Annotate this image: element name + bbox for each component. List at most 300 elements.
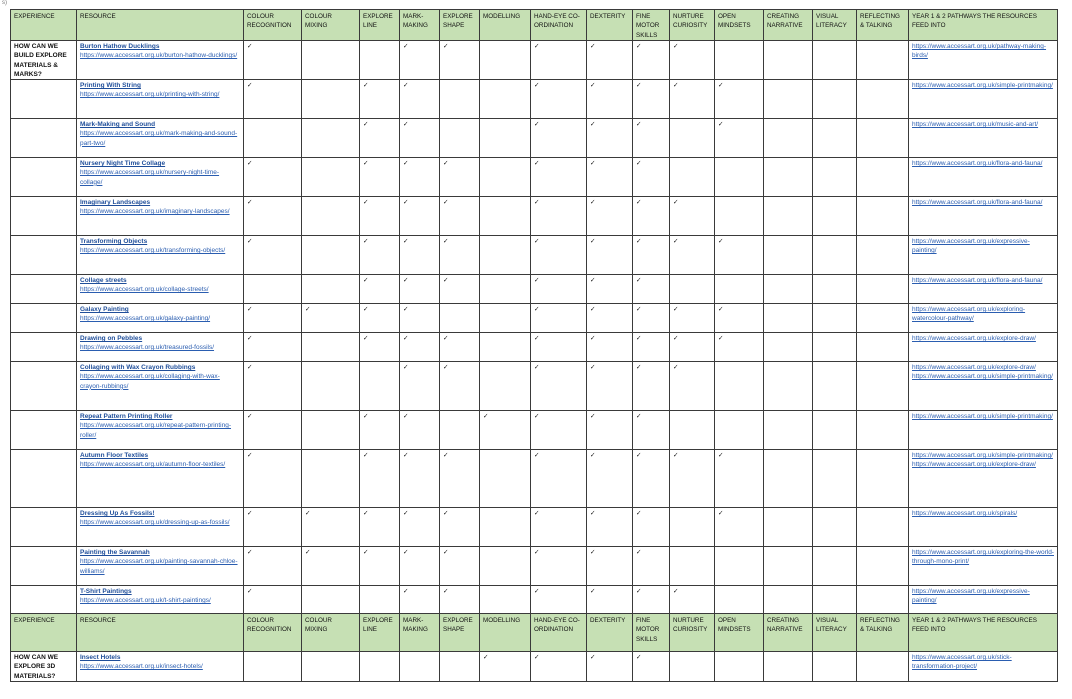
pathway-url-link[interactable]: https://www.accessart.org.uk/simple-printmaking/ (912, 452, 1053, 460)
resource-url-link[interactable]: https://www.accessart.org.uk/t-shirt-paintings/ (80, 597, 211, 605)
skill-cell-creating-narrative (764, 508, 813, 547)
resource-title-link[interactable]: Imaginary Landscapes (80, 199, 151, 207)
skill-cell-open-mindsets (715, 508, 764, 547)
check-mark-icon: ✓ (403, 510, 409, 518)
table-header-row (11, 614, 1058, 652)
skill-cell-fine-motor-skills (633, 547, 670, 586)
skill-cell-explore-shape (440, 197, 480, 236)
skill-cell-hand-eye-co-ordination (531, 508, 587, 547)
resource-cell (77, 236, 244, 275)
check-mark-icon: ✓ (247, 238, 253, 246)
check-mark-icon: ✓ (247, 364, 253, 372)
resource-title-link[interactable]: Printing With String (80, 82, 141, 90)
check-mark-icon: ✓ (718, 452, 724, 460)
header-nurture-curiosity: NURTURE CURIOSITY (670, 10, 715, 41)
resource-url-link[interactable]: https://www.accessart.org.uk/autumn-floor-textiles/ (80, 461, 226, 469)
skill-cell-mark-making (400, 304, 440, 333)
resource-cell (77, 158, 244, 197)
check-mark-icon: ✓ (403, 335, 409, 343)
pathways-cell (909, 236, 1058, 275)
skill-cell-explore-line (360, 304, 400, 333)
skill-cell-open-mindsets (715, 80, 764, 119)
skill-cell-fine-motor-skills (633, 236, 670, 275)
experience-cell (11, 119, 77, 158)
skill-cell-colour-mixing (302, 304, 360, 333)
resource-url-link[interactable]: https://www.accessart.org.uk/collage-streets/ (80, 286, 209, 294)
skill-cell-creating-narrative (764, 547, 813, 586)
table-row (11, 411, 1058, 450)
pathways-cell (909, 119, 1058, 158)
check-mark-icon: ✓ (534, 335, 540, 343)
skill-cell-colour-mixing (302, 547, 360, 586)
skill-cell-modelling (480, 333, 531, 362)
curriculum-table (10, 9, 1058, 682)
skill-cell-creating-narrative (764, 304, 813, 333)
pathway-url-link[interactable]: https://www.accessart.org.uk/expressive-painting/ (912, 238, 1030, 255)
skill-cell-mark-making (400, 236, 440, 275)
check-mark-icon: ✓ (363, 82, 369, 90)
resource-cell (77, 197, 244, 236)
pathway-url-link[interactable]: https://www.accessart.org.uk/explore-draw/ (912, 364, 1036, 372)
skill-cell-mark-making (400, 197, 440, 236)
check-mark-icon: ✓ (673, 238, 679, 246)
check-mark-icon: ✓ (636, 654, 642, 662)
experience-cell (11, 586, 77, 614)
skill-cell-fine-motor-skills (633, 586, 670, 614)
experience-cell (11, 275, 77, 304)
header-resource: RESOURCE (77, 10, 244, 41)
skill-cell-modelling (480, 80, 531, 119)
check-mark-icon: ✓ (590, 199, 596, 207)
header-mark-making: MARK-MAKING (400, 614, 440, 652)
resource-url-link[interactable]: https://www.accessart.org.uk/painting-savannah-chloe-williams/ (80, 558, 238, 575)
skill-cell-colour-mixing (302, 586, 360, 614)
resource-cell (77, 508, 244, 547)
check-mark-icon: ✓ (534, 238, 540, 246)
check-mark-icon: ✓ (403, 306, 409, 314)
skill-cell-explore-shape (440, 119, 480, 158)
skill-cell-open-mindsets (715, 652, 764, 682)
experience-cell (11, 236, 77, 275)
check-mark-icon: ✓ (590, 510, 596, 518)
check-mark-icon: ✓ (590, 306, 596, 314)
skill-cell-nurture-curiosity (670, 275, 715, 304)
check-mark-icon: ✓ (247, 452, 253, 460)
skill-cell-open-mindsets (715, 275, 764, 304)
skill-cell-modelling (480, 197, 531, 236)
skill-cell-colour-recognition (244, 547, 302, 586)
pathway-url-link[interactable]: https://www.accessart.org.uk/explore-draw/ (912, 461, 1036, 469)
resource-cell (77, 362, 244, 411)
check-mark-icon: ✓ (403, 452, 409, 460)
skill-cell-modelling (480, 547, 531, 586)
resource-url-link[interactable]: https://www.accessart.org.uk/treasured-fossils/ (80, 344, 215, 352)
experience-cell: HOW CAN WE EXPLORE 3D MATERIALS? (11, 652, 77, 682)
table-row (11, 80, 1058, 119)
check-mark-icon: ✓ (403, 43, 409, 50)
skill-cell-dexterity (587, 41, 633, 80)
skill-cell-explore-line (360, 275, 400, 304)
pathway-url-link[interactable]: https://www.accessart.org.uk/exploring-the-world-through-mono-print/ (912, 549, 1054, 566)
skill-cell-explore-shape (440, 508, 480, 547)
resource-url-link[interactable]: https://www.accessart.org.uk/printing-with-string/ (80, 91, 220, 99)
check-mark-icon: ✓ (403, 364, 409, 372)
pathway-url-link[interactable]: https://www.accessart.org.uk/music-and-art/ (912, 121, 1039, 129)
check-mark-icon: ✓ (403, 588, 409, 596)
skill-cell-dexterity (587, 547, 633, 586)
skill-cell-colour-recognition (244, 119, 302, 158)
pathways-cell (909, 333, 1058, 362)
pathway-url-link[interactable]: https://www.accessart.org.uk/pathway-making-birds/ (912, 43, 1047, 60)
skill-cell-creating-narrative (764, 158, 813, 197)
skill-cell-creating-narrative (764, 119, 813, 158)
resource-url-link[interactable]: https://www.accessart.org.uk/mark-making-and-sound-part-two/ (80, 130, 238, 147)
check-mark-icon: ✓ (443, 238, 449, 246)
resource-url-link[interactable]: https://www.accessart.org.uk/burton-hathow-ducklings/ (80, 52, 238, 60)
pathway-url-link[interactable]: https://www.accessart.org.uk/simple-printmaking/ (912, 82, 1053, 90)
check-mark-icon: ✓ (247, 306, 253, 314)
skill-cell-explore-line (360, 119, 400, 158)
skill-cell-nurture-curiosity (670, 547, 715, 586)
header-year-1-2-pathways-the-resources-feed-into: YEAR 1 & 2 PATHWAYS THE RESOURCES FEED INTO (909, 10, 1058, 41)
check-mark-icon: ✓ (534, 160, 540, 168)
check-mark-icon: ✓ (673, 306, 679, 314)
check-mark-icon: ✓ (363, 510, 369, 518)
skill-cell-colour-recognition (244, 450, 302, 508)
resource-title-link[interactable]: T-Shirt Paintings (80, 588, 132, 596)
skill-cell-reflecting-talking (857, 304, 909, 333)
check-mark-icon: ✓ (636, 306, 642, 314)
skill-cell-nurture-curiosity (670, 80, 715, 119)
skill-cell-dexterity (587, 236, 633, 275)
resource-title-link[interactable]: Collage streets (80, 277, 127, 285)
skill-cell-colour-mixing (302, 333, 360, 362)
skill-cell-fine-motor-skills (633, 362, 670, 411)
resource-cell (77, 652, 244, 682)
skill-cell-creating-narrative (764, 333, 813, 362)
check-mark-icon: ✓ (363, 199, 369, 207)
check-mark-icon: ✓ (305, 306, 311, 314)
skill-cell-open-mindsets (715, 197, 764, 236)
pathways-cell (909, 547, 1058, 586)
check-mark-icon: ✓ (534, 549, 540, 557)
check-mark-icon: ✓ (636, 238, 642, 246)
skill-cell-explore-shape (440, 652, 480, 682)
resource-url-link[interactable]: https://www.accessart.org.uk/galaxy-painting/ (80, 315, 211, 323)
skill-cell-reflecting-talking (857, 80, 909, 119)
skill-cell-colour-recognition (244, 652, 302, 682)
resource-title-link[interactable]: Repeat Pattern Printing Roller (80, 413, 173, 421)
skill-cell-mark-making (400, 362, 440, 411)
resource-cell (77, 333, 244, 362)
table-row (11, 508, 1058, 547)
pathways-cell (909, 304, 1058, 333)
check-mark-icon: ✓ (636, 82, 642, 90)
check-mark-icon: ✓ (534, 277, 540, 285)
pathways-cell (909, 508, 1058, 547)
check-mark-icon: ✓ (590, 654, 596, 662)
table-row (11, 333, 1058, 362)
resource-title-link[interactable]: Burton Hathow Ducklings (80, 43, 160, 50)
check-mark-icon: ✓ (443, 588, 449, 596)
skill-cell-explore-line (360, 158, 400, 197)
skill-cell-reflecting-talking (857, 119, 909, 158)
skill-cell-creating-narrative (764, 362, 813, 411)
pathway-url-link[interactable]: https://www.accessart.org.uk/flora-and-fauna/ (912, 277, 1043, 285)
check-mark-icon: ✓ (247, 413, 253, 421)
skill-cell-creating-narrative (764, 411, 813, 450)
skill-cell-explore-shape (440, 411, 480, 450)
skill-cell-open-mindsets (715, 411, 764, 450)
skill-cell-open-mindsets (715, 450, 764, 508)
check-mark-icon: ✓ (443, 549, 449, 557)
experience-cell (11, 158, 77, 197)
check-mark-icon: ✓ (534, 510, 540, 518)
header-colour-mixing: COLOUR MIXING (302, 10, 360, 41)
skill-cell-colour-recognition (244, 236, 302, 275)
skill-cell-visual-literacy (813, 158, 857, 197)
skill-cell-mark-making (400, 586, 440, 614)
check-mark-icon: ✓ (363, 277, 369, 285)
pathways-cell (909, 275, 1058, 304)
check-mark-icon: ✓ (590, 277, 596, 285)
skill-cell-visual-literacy (813, 547, 857, 586)
skill-cell-reflecting-talking (857, 41, 909, 80)
resource-title-link[interactable]: Transforming Objects (80, 238, 148, 246)
resource-title-link[interactable]: Galaxy Painting (80, 306, 129, 314)
skill-cell-reflecting-talking (857, 362, 909, 411)
check-mark-icon: ✓ (590, 43, 596, 50)
skill-cell-modelling (480, 411, 531, 450)
check-mark-icon: ✓ (590, 335, 596, 343)
skill-cell-visual-literacy (813, 41, 857, 80)
resource-title-link[interactable]: Painting the Savannah (80, 549, 150, 557)
skill-cell-colour-mixing (302, 411, 360, 450)
skill-cell-visual-literacy (813, 236, 857, 275)
check-mark-icon: ✓ (247, 43, 253, 50)
skill-cell-reflecting-talking (857, 275, 909, 304)
resource-url-link[interactable]: https://www.accessart.org.uk/transforming-objects/ (80, 247, 226, 255)
skill-cell-modelling (480, 304, 531, 333)
experience-cell (11, 362, 77, 411)
check-mark-icon: ✓ (403, 199, 409, 207)
resource-title-link[interactable]: Insect Hotels (80, 654, 121, 662)
skill-cell-fine-motor-skills (633, 275, 670, 304)
check-mark-icon: ✓ (403, 238, 409, 246)
skill-cell-dexterity (587, 362, 633, 411)
skill-cell-fine-motor-skills (633, 333, 670, 362)
resource-cell (77, 411, 244, 450)
check-mark-icon: ✓ (636, 452, 642, 460)
experience-cell (11, 333, 77, 362)
header-hand-eye-co-ordination: HAND-EYE CO-ORDINATION (531, 10, 587, 41)
skill-cell-mark-making (400, 652, 440, 682)
check-mark-icon: ✓ (673, 588, 679, 596)
table-row (11, 304, 1058, 333)
pathway-url-link[interactable]: https://www.accessart.org.uk/simple-printmaking/ (912, 373, 1053, 381)
skill-cell-modelling (480, 652, 531, 682)
resource-title-link[interactable]: Drawing on Pebbles (80, 335, 143, 343)
check-mark-icon: ✓ (534, 413, 540, 421)
check-mark-icon: ✓ (636, 549, 642, 557)
check-mark-icon: ✓ (636, 335, 642, 343)
skill-cell-hand-eye-co-ordination (531, 304, 587, 333)
skill-cell-fine-motor-skills (633, 450, 670, 508)
header-dexterity: DEXTERITY (587, 614, 633, 652)
check-mark-icon: ✓ (305, 510, 311, 518)
header-creating-narrative: CREATING NARRATIVE (764, 614, 813, 652)
skill-cell-fine-motor-skills (633, 508, 670, 547)
table-row (11, 41, 1058, 80)
skill-cell-dexterity (587, 652, 633, 682)
skill-cell-mark-making (400, 547, 440, 586)
skill-cell-fine-motor-skills (633, 652, 670, 682)
check-mark-icon: ✓ (247, 82, 253, 90)
skill-cell-explore-line (360, 41, 400, 80)
skill-cell-visual-literacy (813, 508, 857, 547)
table-row (11, 197, 1058, 236)
table-header-row (11, 10, 1058, 41)
resource-title-link[interactable]: Mark-Making and Sound (80, 121, 156, 129)
skill-cell-hand-eye-co-ordination (531, 450, 587, 508)
skill-cell-open-mindsets (715, 236, 764, 275)
skill-cell-dexterity (587, 80, 633, 119)
skill-cell-mark-making (400, 275, 440, 304)
resource-cell (77, 119, 244, 158)
skill-cell-colour-mixing (302, 450, 360, 508)
skill-cell-modelling (480, 236, 531, 275)
check-mark-icon: ✓ (403, 549, 409, 557)
skill-cell-modelling (480, 275, 531, 304)
pathway-url-link[interactable]: https://www.accessart.org.uk/expressive-painting/ (912, 588, 1030, 605)
experience-cell (11, 450, 77, 508)
skill-cell-nurture-curiosity (670, 41, 715, 80)
pathway-url-link[interactable]: https://www.accessart.org.uk/stick-transformation-project/ (912, 654, 1012, 671)
check-mark-icon: ✓ (247, 160, 253, 168)
pathway-url-link[interactable]: https://www.accessart.org.uk/exploring-watercolour-pathway/ (912, 306, 1026, 323)
skill-cell-visual-literacy (813, 333, 857, 362)
experience-cell (11, 411, 77, 450)
experience-cell (11, 197, 77, 236)
skill-cell-colour-mixing (302, 197, 360, 236)
skill-cell-explore-line (360, 508, 400, 547)
check-mark-icon: ✓ (534, 82, 540, 90)
check-mark-icon: ✓ (718, 238, 724, 246)
pathway-url-link[interactable]: https://www.accessart.org.uk/spirals/ (912, 510, 1018, 518)
skill-cell-modelling (480, 41, 531, 80)
pathways-cell (909, 158, 1058, 197)
skill-cell-colour-mixing (302, 508, 360, 547)
header-colour-recognition: COLOUR RECOGNITION (244, 10, 302, 41)
header-resource: RESOURCE (77, 614, 244, 652)
skill-cell-creating-narrative (764, 236, 813, 275)
check-mark-icon: ✓ (443, 510, 449, 518)
skill-cell-fine-motor-skills (633, 411, 670, 450)
skill-cell-nurture-curiosity (670, 652, 715, 682)
resource-url-link[interactable]: https://www.accessart.org.uk/insect-hotels/ (80, 663, 203, 671)
skill-cell-creating-narrative (764, 41, 813, 80)
resource-title-link[interactable]: Autumn Floor Textiles (80, 452, 149, 460)
skill-cell-open-mindsets (715, 304, 764, 333)
skill-cell-explore-shape (440, 586, 480, 614)
check-mark-icon: ✓ (590, 549, 596, 557)
skill-cell-modelling (480, 508, 531, 547)
skill-cell-visual-literacy (813, 586, 857, 614)
skill-cell-creating-narrative (764, 80, 813, 119)
resource-title-link[interactable]: Collaging with Wax Crayon Rubbings (80, 364, 196, 372)
check-mark-icon: ✓ (718, 335, 724, 343)
table-row (11, 362, 1058, 411)
check-mark-icon: ✓ (443, 199, 449, 207)
header-hand-eye-co-ordination: HAND-EYE CO-ORDINATION (531, 614, 587, 652)
header-nurture-curiosity: NURTURE CURIOSITY (670, 614, 715, 652)
skill-cell-explore-shape (440, 547, 480, 586)
check-mark-icon: ✓ (305, 549, 311, 557)
resource-url-link[interactable]: https://www.accessart.org.uk/dressing-up-as-fossils/ (80, 519, 230, 527)
skill-cell-dexterity (587, 197, 633, 236)
skill-cell-colour-mixing (302, 119, 360, 158)
skill-cell-mark-making (400, 119, 440, 158)
resource-url-link[interactable]: https://www.accessart.org.uk/collaging-with-wax-crayon-rubbings/ (80, 373, 220, 390)
table-row (11, 119, 1058, 158)
header-fine-motor-skills: FINE MOTOR SKILLS (633, 10, 670, 41)
skill-cell-nurture-curiosity (670, 450, 715, 508)
skill-cell-hand-eye-co-ordination (531, 119, 587, 158)
skill-cell-explore-shape (440, 333, 480, 362)
check-mark-icon: ✓ (363, 238, 369, 246)
pathway-url-link[interactable]: https://www.accessart.org.uk/explore-draw/ (912, 335, 1036, 343)
skill-cell-explore-line (360, 411, 400, 450)
pathways-cell (909, 450, 1058, 508)
skill-cell-creating-narrative (764, 275, 813, 304)
resource-url-link[interactable]: https://www.accessart.org.uk/imaginary-landscapes/ (80, 208, 230, 216)
check-mark-icon: ✓ (590, 82, 596, 90)
skill-cell-reflecting-talking (857, 158, 909, 197)
check-mark-icon: ✓ (636, 199, 642, 207)
skill-cell-explore-line (360, 652, 400, 682)
skill-cell-colour-recognition (244, 197, 302, 236)
skill-cell-hand-eye-co-ordination (531, 362, 587, 411)
skill-cell-hand-eye-co-ordination (531, 197, 587, 236)
resource-title-link[interactable]: Nursery Night Time Collage (80, 160, 166, 168)
pathway-url-link[interactable]: https://www.accessart.org.uk/flora-and-fauna/ (912, 199, 1043, 207)
skill-cell-hand-eye-co-ordination (531, 158, 587, 197)
table-row (11, 158, 1058, 197)
skill-cell-colour-mixing (302, 236, 360, 275)
pathway-url-link[interactable]: https://www.accessart.org.uk/flora-and-fauna/ (912, 160, 1043, 168)
table-row (11, 236, 1058, 275)
skill-cell-explore-line (360, 80, 400, 119)
header-year-1-2-pathways-the-resources-feed-into: YEAR 1 & 2 PATHWAYS THE RESOURCES FEED INTO (909, 614, 1058, 652)
skill-cell-colour-mixing (302, 652, 360, 682)
skill-cell-nurture-curiosity (670, 508, 715, 547)
skill-cell-colour-recognition (244, 333, 302, 362)
header-modelling: MODELLING (480, 614, 531, 652)
experience-cell (11, 508, 77, 547)
pathway-url-link[interactable]: https://www.accessart.org.uk/simple-printmaking/ (912, 413, 1053, 421)
skill-cell-colour-recognition (244, 158, 302, 197)
header-experience: EXPERIENCE (11, 614, 77, 652)
skill-cell-colour-recognition (244, 362, 302, 411)
table-row (11, 450, 1058, 508)
resource-url-link[interactable]: https://www.accessart.org.uk/repeat-pattern-printing-roller/ (80, 422, 232, 439)
experience-cell: HOW CAN WE BUILD EXPLORE MATERIALS & MARKS? (11, 41, 77, 80)
resource-url-link[interactable]: https://www.accessart.org.uk/nursery-night-time-collage/ (80, 169, 220, 186)
skill-cell-modelling (480, 450, 531, 508)
check-mark-icon: ✓ (403, 121, 409, 129)
resource-title-link[interactable]: Dressing Up As Fossils! (80, 510, 155, 518)
table-row (11, 652, 1058, 682)
